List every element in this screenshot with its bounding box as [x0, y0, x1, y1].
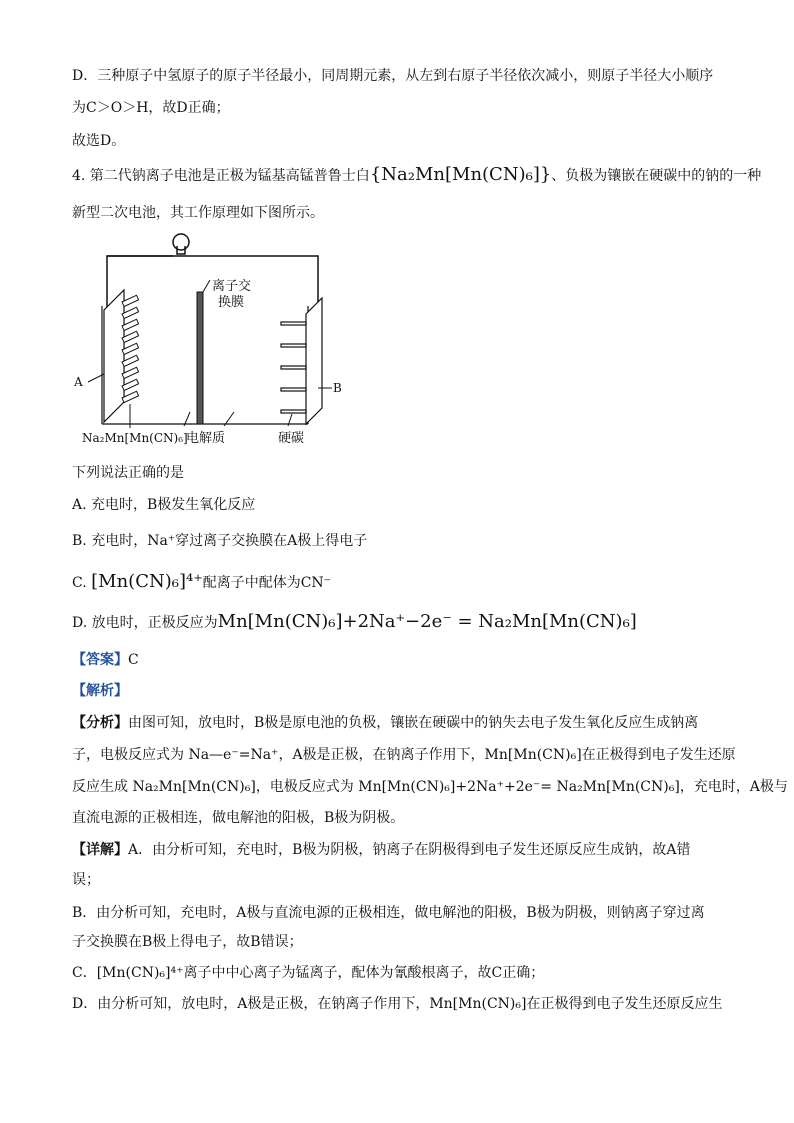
line-2: 为C＞O＞H，故D正确；: [72, 100, 230, 116]
label-positive-material: Na₂Mn[Mn(CN)₆]: [82, 431, 188, 445]
answer-line: [72, 650, 139, 670]
option-D-prefix: D. 放电时，正极反应为: [72, 615, 218, 631]
detail-para-D: D．由分析可知，放电时，A极是正极，在钠离子作用下，Mn[Mn(CN)₆]在正极得到电子发生还原反应生: [72, 996, 723, 1012]
detail-para-C: C．[Mn(CN)₆]⁴⁺离子中中心离子为锰离子，配体为氰酸根离子，故C正确；: [72, 965, 545, 981]
detail-para-A2: 误；: [72, 872, 100, 888]
option-A: A. 充电时，B极发生氧化反应: [72, 497, 256, 513]
label-electrolyte: 电解质: [186, 431, 226, 446]
option-C-formula: [Mn(CN)₆]⁴⁺: [91, 571, 203, 592]
analysis-para-1: [72, 713, 698, 733]
line-3: 故选D。: [72, 133, 126, 149]
membrane-label-2: 换膜: [218, 295, 245, 310]
option-B: B. 充电时，Na⁺穿过离子交换膜在A极上得电子: [72, 533, 368, 549]
electrode-A: [104, 290, 139, 422]
detail-para-B2: 子交换膜在B极上得电子，故B错误；: [72, 934, 303, 950]
analysis-para-1b: 子，电极反应式为 Na—e⁻=Na⁺，A极是正极，在钠离子作用下，Mn[Mn(CN)₆]在正极得到电子发生还原: [72, 747, 736, 763]
bulb-icon: [173, 234, 189, 254]
option-D: [72, 612, 637, 633]
detail-para-A: [72, 840, 691, 860]
analysis-tag: 【分析】: [72, 715, 128, 731]
ion-exchange-membrane: [197, 292, 203, 424]
option-C-suffix: 配离子中配体为CN⁻: [202, 575, 332, 591]
analysis-heading: 【解析】: [72, 683, 128, 699]
question-prompt: 下列说法正确的是: [72, 465, 184, 481]
answer-tag: 【答案】: [72, 652, 128, 668]
electrode-B: [281, 298, 322, 424]
q4-formula: {Na₂Mn[Mn(CN)₆]}: [369, 164, 552, 185]
label-hard-carbon: 硬碳: [278, 431, 305, 446]
question-4-stem-2: 新型二次电池，其工作原理如下图所示。: [72, 205, 324, 221]
analysis-text-1: 由图可知，放电时，B极是原电池的负极，镶嵌在硬碳中的钠失去电子发生氧化反应生成钠离: [128, 715, 699, 731]
label-A: A: [74, 375, 83, 389]
detail-para-B: B．由分析可知，充电时，A极与直流电源的正极相连，做电解池的阳极，B极为阴极，则钠离子穿过离: [72, 905, 705, 921]
option-C: [72, 572, 331, 593]
analysis-para-1d: 直流电源的正极相连，做电解池的阳极，B极为阴极。: [72, 810, 405, 826]
q4-text-a: 4. 第二代钠离子电池是正极为锰基高锰普鲁士白: [72, 168, 370, 184]
label-B: B: [333, 381, 342, 395]
detail-tag: 【详解】: [72, 842, 128, 858]
q4-text-b: 、负极为镶嵌在硬碳中的钠的一种: [551, 168, 762, 184]
detail-text-A: A．由分析可知，充电时，B极为阴极，钠离子在阴极得到电子发生还原反应生成钠，故A错: [128, 842, 691, 858]
analysis-para-1c: 反应生成 Na₂Mn[Mn(CN)₆]，电极反应式为 Mn[Mn(CN)₆]+2Na⁺+2e⁻= Na₂Mn[Mn(CN)₆]，充电时，A极与: [72, 779, 788, 795]
question-4-stem: [72, 165, 761, 186]
membrane-label-1: 离子交: [212, 279, 252, 294]
battery-diagram: [74, 228, 364, 450]
line-1: D．三种原子中氢原子的原子半径最小，同周期元素，从左到右原子半径依次减小，则原子半径大小顺序: [72, 68, 714, 84]
answer-value: C: [128, 652, 139, 668]
option-D-formula: Mn[Mn(CN)₆]+2Na⁺−2e⁻ = Na₂Mn[Mn(CN)₆]: [217, 611, 637, 632]
option-C-prefix: C.: [72, 575, 87, 591]
